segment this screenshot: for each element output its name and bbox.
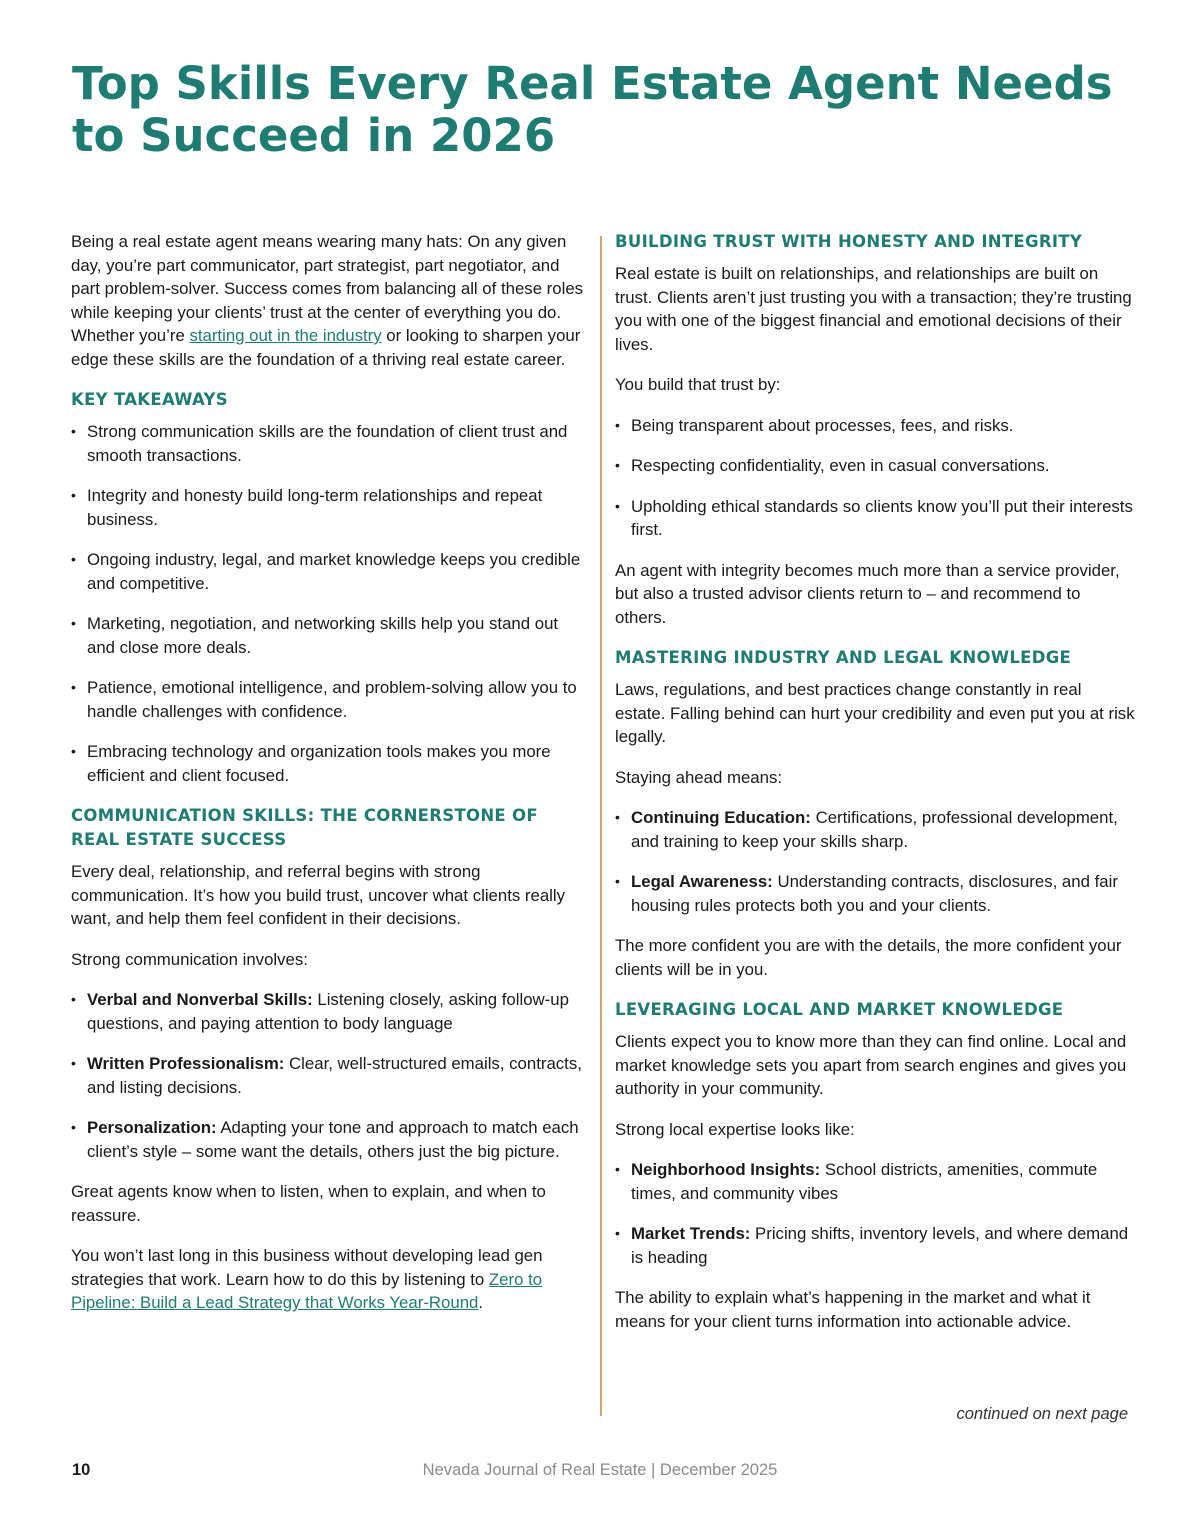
legal-paragraph: Laws, regulations, and best practices change constantly in real estate. Falling behind can hurt your credibility and even put you at risk legally. bbox=[615, 680, 1135, 746]
communication-item bbox=[71, 1052, 586, 1099]
lead-text-end: . bbox=[478, 1293, 484, 1312]
item-label: Written Professionalism: bbox=[87, 1054, 285, 1073]
communication-involves: Strong communication involves: bbox=[71, 949, 308, 969]
continued-note: continued on next page bbox=[956, 1405, 1128, 1423]
takeaway-item: • Embracing technology and organization tools makes you more efficient and client focused. bbox=[71, 740, 586, 787]
market-paragraph: Clients expect you to know more than they can find online. Local and market knowledge sets you apart from search engines and gives you authority in your community. bbox=[615, 1032, 1127, 1098]
trust-paragraph: Real estate is built on relationships, and relationships are built on trust. Clients aren’t just trusting you with a transaction; they’re trusting you with one of the biggest financial and emotional decisions of their lives. bbox=[615, 264, 1132, 354]
communication-list bbox=[71, 988, 586, 1163]
market-list bbox=[615, 1158, 1135, 1269]
trust-build: You build that trust by: bbox=[615, 375, 781, 394]
item-text: School districts, amenities, commute times, and community vibes bbox=[631, 1160, 1098, 1203]
takeaway-item: • Integrity and honesty build long-term relationships and repeat business. bbox=[71, 484, 586, 531]
item-label: Personalization: bbox=[87, 1118, 217, 1137]
communication-heading: COMMUNICATION SKILLS: THE CORNERSTONE OF REAL ESTATE SUCCESS bbox=[71, 806, 538, 849]
item-label: Continuing Education: bbox=[631, 808, 811, 827]
trust-list bbox=[615, 414, 1135, 542]
market-item bbox=[615, 1158, 1135, 1205]
trust-item: • Upholding ethical standards so clients know you’ll put their interests first. bbox=[615, 495, 1135, 542]
page-number: 10 bbox=[72, 1461, 91, 1479]
legal-list bbox=[615, 806, 1135, 917]
item-label: Verbal and Nonverbal Skills: bbox=[87, 990, 313, 1009]
item-text: Clear, well-structured emails, contracts, and listing decisions. bbox=[87, 1054, 582, 1097]
intro-text-end: or looking to sharpen your edge these skills are the foundation of a thriving real estate career. bbox=[71, 326, 581, 369]
key-takeaways-list bbox=[71, 420, 586, 787]
item-label: Neighborhood Insights: bbox=[631, 1160, 821, 1179]
intro-text: Being a real estate agent means wearing many hats: On any given day, you’re part communicator, part strategist, part negotiator, and part problem-solver. Success comes from balancing all of these roles while keeping your clients’ trust at the center of everything you do. Whether you’re bbox=[71, 232, 584, 345]
takeaway-item: • Strong communication skills are the foundation of client trust and smooth transactions. bbox=[71, 420, 586, 467]
starting-out-link[interactable]: starting out in the industry bbox=[189, 326, 382, 345]
takeaway-item: • Patience, emotional intelligence, and problem-solving allow you to handle challenges with confidence. bbox=[71, 676, 586, 723]
communication-item bbox=[71, 988, 586, 1035]
lead-paragraph bbox=[71, 1244, 586, 1315]
market-item bbox=[615, 1222, 1135, 1269]
legal-closing: The more confident you are with the details, the more confident your clients will be in you. bbox=[615, 936, 1122, 979]
market-looks: Strong local expertise looks like: bbox=[615, 1119, 855, 1139]
left-column bbox=[71, 230, 586, 1332]
market-heading: LEVERAGING LOCAL AND MARKET KNOWLEDGE bbox=[615, 1000, 1064, 1019]
zero-to-pipeline-link[interactable]: Zero to Pipeline: Build a Lead Strategy that Works Year-Round bbox=[71, 1269, 543, 1312]
item-text: Pricing shifts, inventory levels, and where demand is heading bbox=[631, 1224, 1129, 1267]
legal-heading: MASTERING INDUSTRY AND LEGAL KNOWLEDGE bbox=[615, 648, 1072, 667]
trust-item: • Being transparent about processes, fees, and risks. bbox=[615, 414, 1135, 438]
communication-item bbox=[71, 1116, 586, 1163]
communication-paragraph: Every deal, relationship, and referral begins with strong communication. It’s how you build trust, uncover what clients really want, and help them feel confident in their decisions. bbox=[71, 862, 566, 928]
trust-item: • Respecting confidentiality, even in casual conversations. bbox=[615, 454, 1135, 478]
communication-closing: Great agents know when to listen, when to explain, and when to reassure. bbox=[71, 1182, 546, 1225]
item-text: Adapting your tone and approach to match each client’s style – some want the details, others just the big picture. bbox=[87, 1118, 579, 1161]
column-divider bbox=[600, 236, 602, 1416]
legal-item bbox=[615, 806, 1135, 853]
market-closing: The ability to explain what’s happening in the market and what it means for your client turns information into actionable advice. bbox=[615, 1288, 1091, 1331]
lead-text: You won’t last long in this business without developing lead gen strategies that work. Learn how to do this by listening to bbox=[71, 1246, 543, 1289]
item-text: Listening closely, asking follow-up questions, and paying attention to body language bbox=[87, 990, 569, 1033]
trust-heading: BUILDING TRUST WITH HONESTY AND INTEGRITY bbox=[615, 232, 1083, 251]
item-label: Market Trends: bbox=[631, 1224, 751, 1243]
right-column bbox=[615, 230, 1135, 1350]
key-takeaways-heading: KEY TAKEAWAYS bbox=[71, 390, 228, 409]
takeaway-item: • Marketing, negotiation, and networking skills help you stand out and close more deals. bbox=[71, 612, 586, 659]
item-label: Legal Awareness: bbox=[631, 872, 773, 891]
legal-ahead: Staying ahead means: bbox=[615, 767, 782, 787]
trust-closing: An agent with integrity becomes much more than a service provider, but also a trusted advisor clients return to – and recommend to others. bbox=[615, 560, 1120, 627]
item-text: Certifications, professional development, and training to keep your skills sharp. bbox=[631, 808, 1118, 851]
article-title: Top Skills Every Real Estate Agent Needs to Succeed in 2026 bbox=[72, 57, 1113, 162]
intro-paragraph bbox=[71, 230, 586, 371]
takeaway-item: • Ongoing industry, legal, and market knowledge keeps you credible and competitive. bbox=[71, 548, 586, 595]
item-text: Understanding contracts, disclosures, and fair housing rules protects both you and your clients. bbox=[631, 872, 1118, 915]
legal-item bbox=[615, 870, 1135, 917]
footer-publication: Nevada Journal of Real Estate | December 2025 bbox=[422, 1461, 778, 1479]
